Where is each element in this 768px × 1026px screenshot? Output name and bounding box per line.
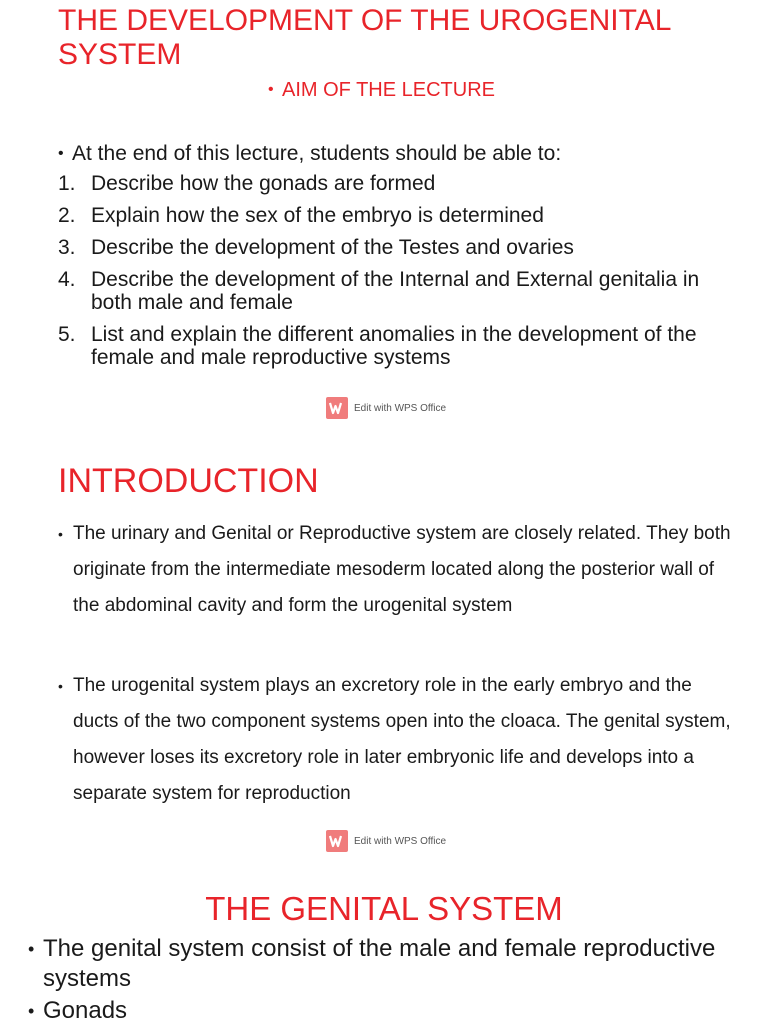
objective-item xyxy=(58,323,738,369)
bullet-icon: • xyxy=(58,526,63,542)
wps-watermark[interactable] xyxy=(326,397,446,419)
objective-text: Describe how the gonads are formed xyxy=(91,172,436,195)
objective-text: Describe the development of the Testes and ovaries xyxy=(91,236,574,259)
aim-heading xyxy=(268,78,495,102)
bullet-icon: • xyxy=(58,678,63,694)
intro-paragraph xyxy=(58,668,738,812)
objective-text: List and explain the different anomalies in the development of the female and male reproductive systems xyxy=(91,323,697,369)
bullet-icon: • xyxy=(28,939,35,959)
intro-paragraph xyxy=(58,516,738,624)
wps-office-icon xyxy=(326,830,348,852)
genital-bullet xyxy=(28,996,728,1026)
genital-bullet-text: Gonads xyxy=(43,997,128,1024)
objective-item xyxy=(58,236,738,259)
bullet-icon: • xyxy=(268,81,274,98)
objective-item xyxy=(58,172,738,195)
objectives-list xyxy=(58,172,738,378)
objectives-intro xyxy=(58,141,561,167)
genital-system-title: THE GENITAL SYSTEM xyxy=(205,890,563,927)
aim-heading-text: AIM OF THE LECTURE xyxy=(282,79,495,101)
objective-number: 3. xyxy=(58,236,76,259)
wps-watermark-label: Edit with WPS Office xyxy=(354,402,447,414)
genital-bullet-text: The genital system consist of the male and female reproductive systems xyxy=(43,935,716,992)
wps-office-icon xyxy=(326,397,348,419)
objective-number: 2. xyxy=(58,204,76,227)
objective-item xyxy=(58,268,738,314)
objective-item xyxy=(58,204,738,227)
objectives-intro-text: At the end of this lecture, students should be able to: xyxy=(72,142,562,165)
objective-text: Explain how the sex of the embryo is determined xyxy=(91,204,544,227)
intro-paragraph-text: The urogenital system plays an excretory role in the early embryo and the ducts of the two component systems open into the cloaca. The genital system, however loses its excretory role in later embryonic life and develops into a separate system for reproduction xyxy=(73,675,731,804)
wps-watermark-label: Edit with WPS Office xyxy=(354,835,447,847)
objective-text: Describe the development of the Internal and External genitalia in both male and female xyxy=(91,268,700,314)
genital-bullet xyxy=(28,934,728,994)
objective-number: 4. xyxy=(58,268,76,291)
wps-watermark[interactable] xyxy=(326,830,446,852)
objective-number: 5. xyxy=(58,323,76,346)
bullet-icon: • xyxy=(28,1001,35,1021)
introduction-title: INTRODUCTION xyxy=(58,462,319,500)
objective-number: 1. xyxy=(58,172,76,195)
bullet-icon: • xyxy=(58,145,64,162)
intro-paragraph-text: The urinary and Genital or Reproductive system are closely related. They both originate from the intermediate mesoderm located along the posterior wall of the abdominal cavity and form the urogenital system xyxy=(73,523,731,616)
lecture-title: THE DEVELOPMENT OF THE UROGENITAL SYSTEM xyxy=(58,4,671,71)
